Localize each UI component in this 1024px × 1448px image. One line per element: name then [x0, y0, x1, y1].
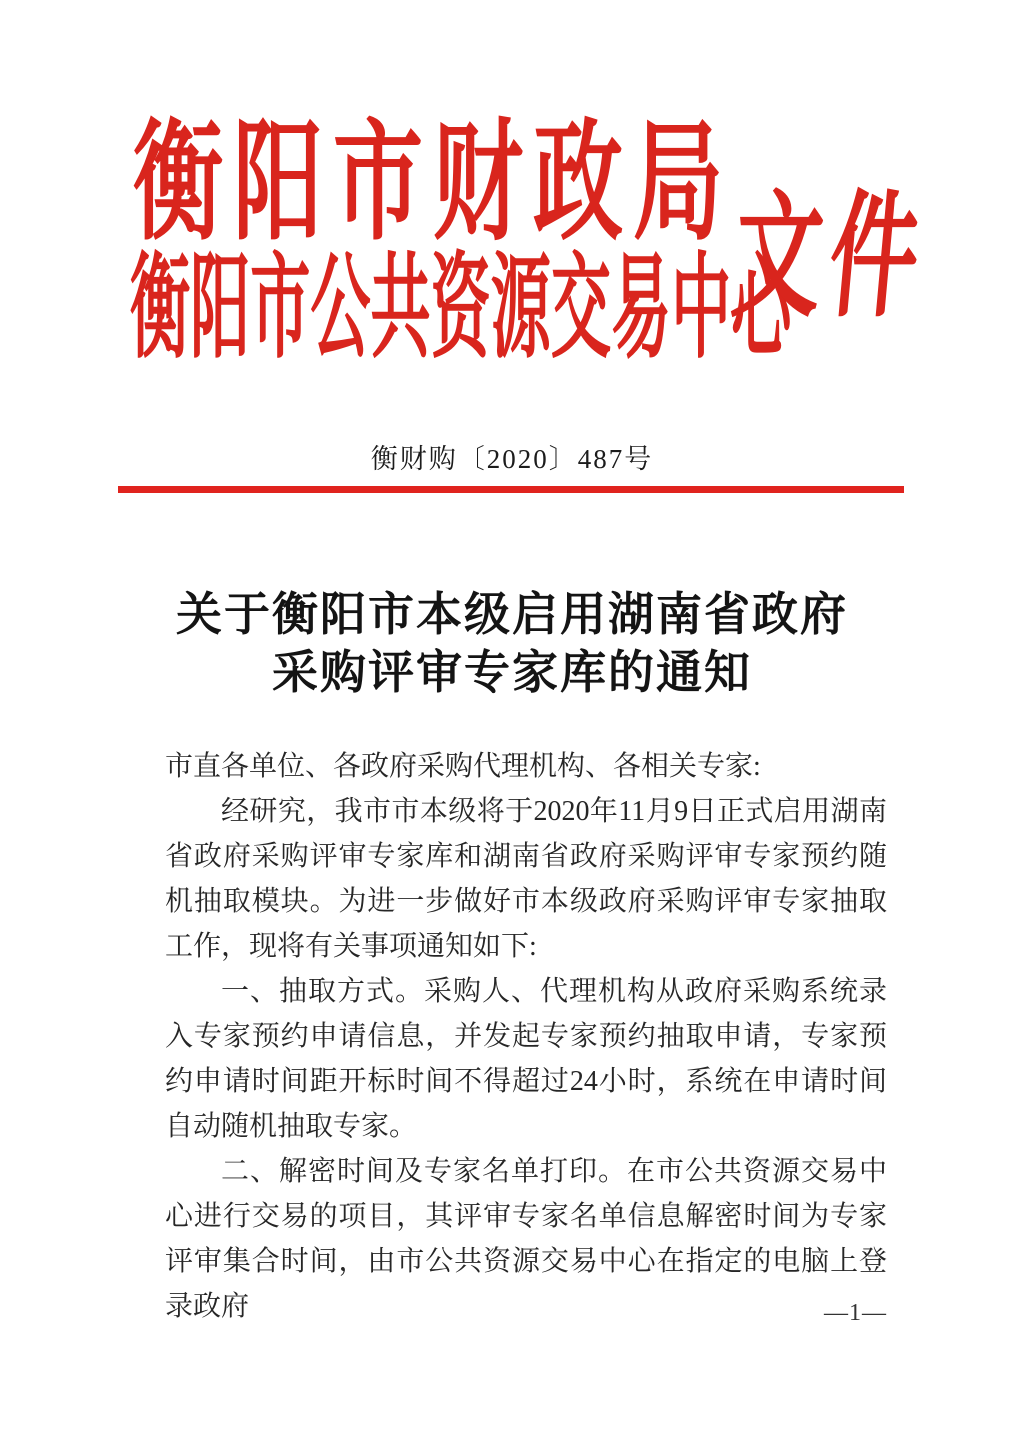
body-paragraph-item-1: 一、抽取方式。采购人、代理机构从政府采购系统录入专家预约申请信息，并发起专家预约抽取申请，专家预约申请时间距开标时间不得超过24小时，系统在申请时间自动随机抽取专家。 — [165, 976, 887, 1142]
salutation-line: 市直各单位、各政府采购代理机构、各相关专家: — [165, 751, 761, 782]
red-divider-rule — [118, 486, 904, 493]
document-title-line1: 关于衡阳市本级启用湖南省政府 — [176, 589, 848, 640]
page-number: —1— — [824, 1300, 887, 1326]
body-paragraph-item-2: 二、解密时间及专家名单打印。在市公共资源交易中心进行交易的项目，其评审专家名单信息解密时间为专家评审集合时间，由市公共资源交易中心在指定的电脑上登录政府 — [165, 1156, 887, 1322]
document-title — [0, 586, 1024, 702]
document-body — [165, 744, 887, 1329]
document-number: 衡财购〔2020〕487号 — [370, 444, 654, 474]
letterhead-org-primary: 衡阳市财政局 — [133, 112, 733, 257]
letterhead-org-secondary: 衡阳市公共资源交易中心 — [130, 246, 792, 373]
letterhead-doc-type-label: 文件 — [727, 184, 933, 335]
body-paragraph-intro: 经研究，我市市本级将于2020年11月9日正式启用湖南省政府采购评审专家库和湖南省政府采购评审专家预约随机抽取模块。为进一步做好市本级政府采购评审专家抽取工作，现将有关事项通知如下: — [165, 796, 887, 962]
document-title-line2: 采购评审专家库的通知 — [272, 647, 752, 698]
